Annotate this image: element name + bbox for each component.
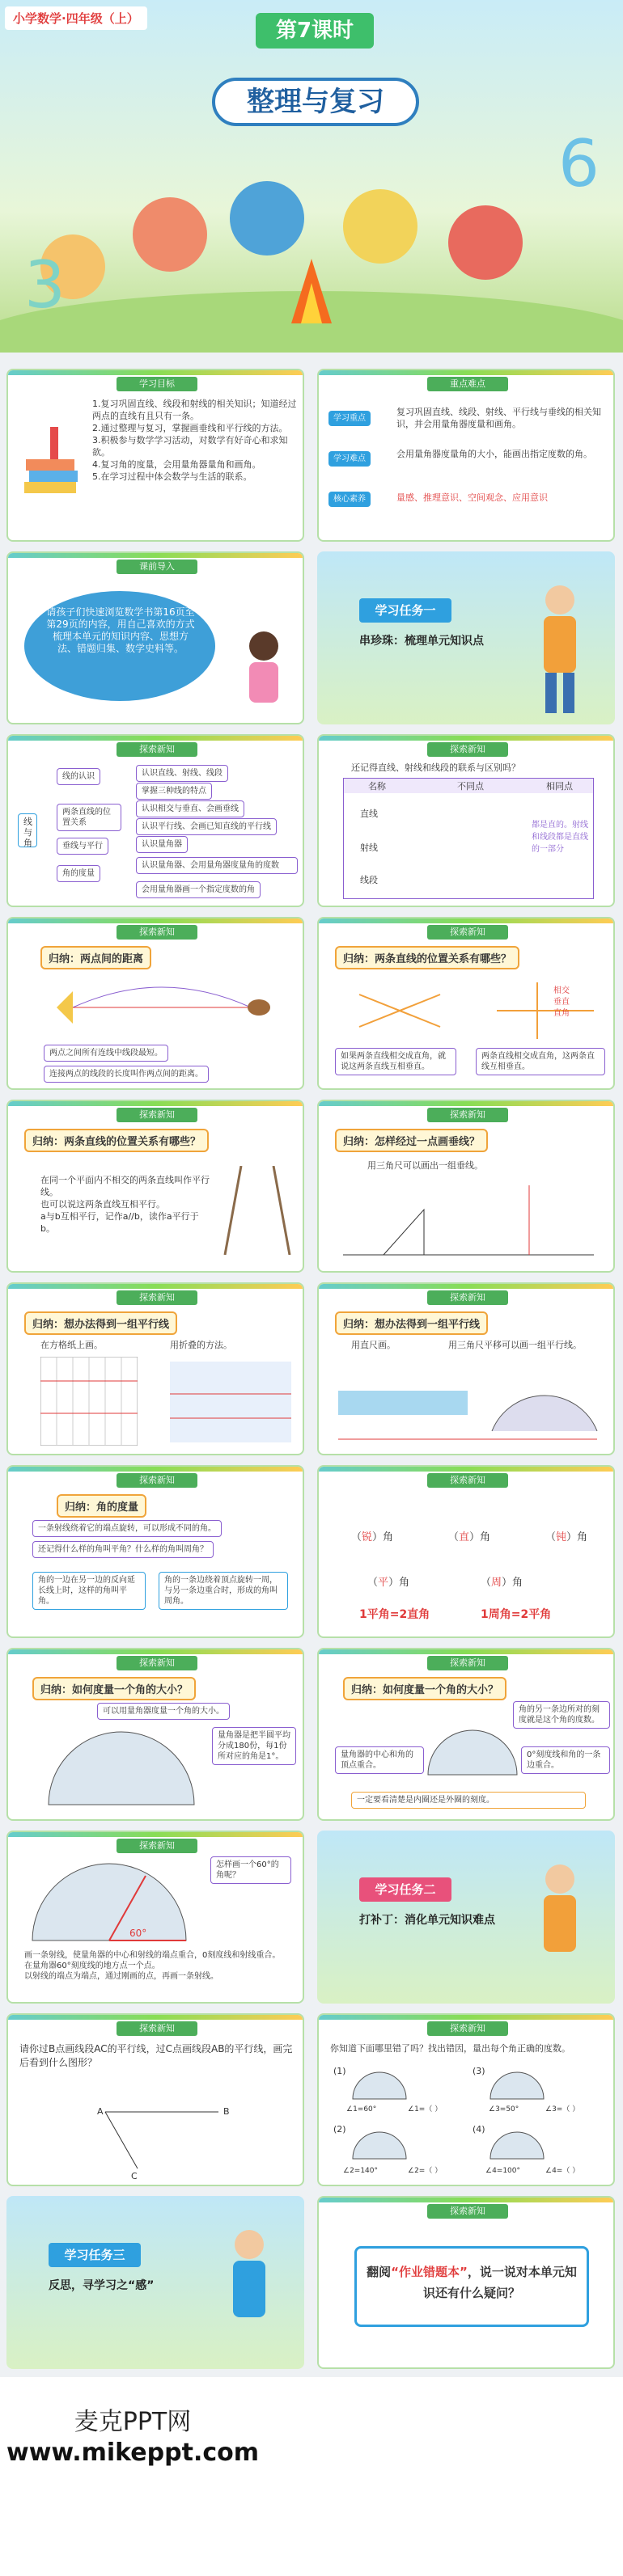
step-line: 在量角器60°刻度线的地方点一个点。 [24, 1962, 160, 1970]
task-text: 串珍珠：梳理单元知识点 [359, 635, 484, 648]
slide-distance [6, 917, 304, 1090]
table-header: 名称 [368, 781, 386, 792]
parallel-line: 也可以说这两条直线互相平行。 [40, 1199, 165, 1210]
label-perpendicular: 垂直 [553, 998, 570, 1007]
slide-draw-parallel-task [6, 2013, 304, 2186]
slide-title-banner: 归纳：如何度量一个角的大小？ [32, 1677, 196, 1700]
slide-header: 重点难点 [427, 377, 508, 391]
folded-paper [170, 1362, 291, 1442]
item-number: (4) [473, 2124, 485, 2135]
task-badge: 学习任务三 [49, 2243, 141, 2267]
point-label: C [131, 2171, 138, 2181]
slide-title-banner: 归纳：两点间的距离 [40, 946, 151, 969]
task-question: 请你过B点画线段AC的平行线，过C点画线段AB的平行线，画完后看到什么图形？ [19, 2043, 293, 2068]
slide-task-3 [6, 2196, 304, 2369]
slide-header: 探索新知 [117, 742, 197, 757]
speech-bubble: 怎样画一个60°的角呢？ [210, 1856, 291, 1884]
slide-measure-steps [317, 1648, 615, 1821]
cover-title: 整理与复习 [212, 78, 419, 126]
slide-parallel [6, 1100, 304, 1273]
note-box: 一条射线绕着它的端点旋转，可以形成不同的角。 [32, 1520, 222, 1537]
item-caption: ∠2=140° [343, 2167, 379, 2175]
key-label: 核心素养 [328, 492, 371, 507]
note-box: 0°刻度线和角的一条边重合。 [521, 1746, 610, 1774]
parallel-line: a与b互相平行，记作a//b，读作a平行于b。 [40, 1211, 199, 1234]
slide-title-banner: 归纳：两条直线的位置关系有哪些？ [335, 946, 519, 969]
method-option: 用折叠的方法。 [170, 1340, 232, 1350]
slide-header: 探索新知 [427, 925, 508, 940]
note-box: 角的一边在另一边的反向延长线上时，这样的角叫平角。 [32, 1572, 146, 1610]
key-label: 学习难点 [328, 451, 371, 467]
item-blank: ∠4=（ ） [545, 2167, 580, 2175]
table-cell: 射线 [360, 842, 378, 853]
angle-answer: 直 [459, 1531, 470, 1543]
slide-header: 探索新知 [117, 1839, 197, 1853]
parallel-line: 在同一个平面内不相交的两条直线叫作平行线。 [40, 1175, 210, 1197]
slide-reflection [317, 2196, 615, 2369]
hikers-illustration [511, 1855, 608, 2000]
key-text: 量感、推理意识、空间观念、应用意识 [396, 492, 548, 503]
slide-header: 探索新知 [427, 2021, 508, 2036]
slide-header: 探索新知 [117, 1656, 197, 1670]
point-label: A [97, 2106, 104, 2117]
angle-equation: 1平角=2直角 [359, 1608, 430, 1621]
note-box: 角的一条边绕着顶点旋转一周，与另一条边重合时，形成的角叫周角。 [159, 1572, 288, 1610]
table-header: 不同点 [457, 781, 484, 792]
reflection-highlight: “作业错题本” [391, 2265, 468, 2279]
mindmap-leaf: 认识相交与垂直、会画垂线 [136, 800, 244, 817]
item-blank: ∠2=（ ） [408, 2167, 443, 2175]
label-right-angle: 直角 [553, 1009, 570, 1018]
rail-illustration [217, 1166, 298, 1255]
slide-line-table [317, 734, 615, 907]
slide-header: 探索新知 [427, 2204, 508, 2219]
protractor-icon [424, 1722, 521, 1779]
slide-header: 探索新知 [117, 2021, 197, 2036]
task-badge: 学习任务二 [359, 1877, 451, 1902]
slide-key-points [317, 369, 615, 542]
angle-value: 60° [129, 1928, 147, 1939]
table-header: 相同点 [546, 781, 573, 792]
label-intersect: 相交 [553, 986, 570, 995]
reflection-pre: 翻阅 [367, 2265, 392, 2279]
table-question: 还记得直线、射线和线段的联系与区别吗？ [351, 762, 520, 773]
slide-header: 探索新知 [427, 742, 508, 757]
slide-title-banner: 归纳：角的度量 [57, 1494, 146, 1518]
protractor-icon [40, 1724, 202, 1813]
item-number: (3) [473, 2066, 485, 2076]
slide-find-errors [317, 2013, 615, 2186]
goal-line: 5.在学习过程中体会数学与生活的联系。 [92, 471, 252, 482]
note-box: 量角器是把半圆平均分成180份，每1份所对应的角是1°。 [212, 1727, 296, 1765]
protractor-icon [489, 2128, 545, 2160]
table-cell: 都是直的。射线和线段都是直线的一部分 [532, 821, 588, 854]
mindmap-leaf: 认识量角器 [136, 836, 188, 853]
goal-line: 1.复习巩固直线、线段和射线的相关知识；知道经过两点的直线有且只有一条。 [92, 399, 297, 421]
method-option: 用直尺画。 [351, 1340, 396, 1350]
angle-answer: 锐 [362, 1531, 373, 1543]
lesson-badge: 第7课时 [256, 13, 374, 49]
note-box: 量角器的中心和角的顶点重合。 [335, 1746, 424, 1774]
slide-header: 探索新知 [117, 1108, 197, 1122]
slide-header: 探索新知 [117, 1473, 197, 1488]
site-url: www.mikeppt.com [6, 2439, 259, 2467]
ruler-diagram [330, 1358, 605, 1447]
goal-line: 4.复习角的度量，会用量角器量角和画角。 [92, 459, 261, 470]
mindmap-branch: 垂线与平行 [57, 838, 108, 855]
protractor-60-diagram [24, 1852, 194, 1949]
mindmap-branch: 线的认识 [57, 768, 100, 785]
mindmap-root: 线与角 [18, 813, 37, 847]
method-option: 用三角尺平移可以画一组平行线。 [448, 1340, 582, 1350]
protractor-icon [489, 2068, 545, 2101]
key-text: 会用量角器度量角的大小，能画出指定度数的角。 [396, 449, 592, 459]
campfire-illustration [0, 0, 623, 353]
svg-text:3: 3 [24, 247, 66, 323]
task-badge: 学习任务一 [359, 598, 451, 623]
mindmap-leaf: 掌握三种线的特点 [136, 783, 212, 800]
grid-paper [40, 1357, 138, 1446]
slide-header: 探索新知 [117, 925, 197, 940]
slide-task-2 [317, 1831, 615, 2004]
hikers-illustration [511, 576, 608, 721]
angle-answer: 周 [491, 1577, 502, 1589]
slide-subtitle: 用三角尺可以画出一组垂线。 [367, 1160, 483, 1171]
item-caption: ∠3=50° [489, 2105, 519, 2114]
note-box: 两条直线相交成直角，这两条直线互相垂直。 [476, 1048, 605, 1075]
slide-draw-perpendicular [317, 1100, 615, 1273]
item-number: (1) [333, 2066, 346, 2076]
key-text: 复习巩固直线、线段、射线、平行线与垂线的相关知识，并会用量角器度量和画角。 [396, 407, 601, 429]
item-number: (2) [333, 2124, 346, 2135]
protractor-icon [351, 2068, 408, 2101]
goal-line: 2.通过整理与复习，掌握画垂线和平行线的方法。 [92, 423, 288, 433]
slide-task-1 [317, 551, 615, 724]
girl-illustration [231, 626, 296, 715]
item-blank: ∠1=（ ） [408, 2105, 443, 2114]
triangle-ruler-diagram [335, 1177, 602, 1266]
slide-intersect [317, 917, 615, 1090]
slide-title-banner: 归纳：想办法得到一组平行线 [24, 1311, 177, 1335]
mindmap-leaf: 认识平行线、会画已知直线的平行线 [136, 818, 277, 835]
grade-tag: 小学数学·四年级（上） [5, 6, 147, 30]
protractor-icon [351, 2128, 408, 2160]
reflection-post: ，说一说对本单元知识还有什么疑问？ [422, 2265, 577, 2300]
slide-title-banner: 归纳：如何度量一个角的大小？ [343, 1677, 506, 1700]
slide-header: 探索新知 [427, 1473, 508, 1488]
task-question: 你知道下面哪里错了吗？找出错因，量出每个角正确的度数。 [330, 2043, 570, 2054]
mindmap-leaf: 会用量角器画一个指定度数的角 [136, 881, 261, 898]
compare-table [343, 778, 594, 899]
note-box: 如果两条直线相交成直角，就说这两条直线互相垂直。 [335, 1048, 456, 1075]
slide-protractor [6, 1648, 304, 1821]
slide-header: 探索新知 [427, 1656, 508, 1670]
slide-parallel-ruler [317, 1282, 615, 1455]
slide-angle-types: 探索新知 （锐）角 （直）角 （钝）角 （平）角 （周）角 1平角=2直角 1周角=2平角 [317, 1465, 615, 1638]
key-label: 学习重点 [328, 411, 371, 426]
mindmap-leaf: 认识直线、射线、线段 [136, 765, 228, 782]
slide-intro [6, 551, 304, 724]
method-option: 在方格纸上画。 [40, 1340, 103, 1350]
intro-cloud-text: 请孩子们快速浏览数学书第16页至第29页的内容，用自己喜欢的方式梳理本单元的知识内容、思想方法、错题归集、数学史料等。 [46, 606, 195, 654]
note-box: 可以用量角器度量一个角的大小。 [97, 1703, 230, 1720]
note-box: 角的另一条边所对的刻度就是这个角的度数。 [513, 1701, 610, 1729]
table-cell: 线段 [360, 875, 378, 885]
slide-header: 探索新知 [427, 1108, 508, 1122]
step-line: 以射线的端点为端点，通过刚画的点，再画一条射线。 [24, 1972, 218, 1981]
point-label: B [223, 2106, 230, 2117]
path-diagram [40, 975, 283, 1040]
table-cell: 直线 [360, 809, 378, 819]
slide-header: 学习目标 [117, 377, 197, 391]
note-box: 还记得什么样的角叫平角？什么样的角叫周角？ [32, 1541, 214, 1558]
reflection-box [354, 2246, 589, 2327]
slide-title-banner: 归纳：想办法得到一组平行线 [335, 1311, 488, 1335]
task-text: 反思，寻学习之“感” [49, 2279, 155, 2292]
task-text: 打补丁：消化单元知识难点 [359, 1914, 495, 1927]
hikers-illustration [201, 2220, 298, 2366]
mindmap-branch: 角的度量 [57, 865, 100, 882]
mindmap-branch: 两条直线的位置关系 [57, 804, 121, 831]
watermark-footer [0, 2377, 623, 2576]
slide-parallel-methods [6, 1282, 304, 1455]
note-box: 两点之间所有连线中线段最短。 [44, 1045, 168, 1062]
books-illustration [18, 419, 91, 508]
slide-title-banner: 归纳：怎样经过一点画垂线？ [335, 1129, 488, 1152]
slide-header: 课前导入 [117, 560, 197, 574]
mindmap-leaf: 认识量角器、会用量角器度量角的度数 [136, 857, 298, 874]
cover-slide [0, 0, 623, 353]
site-name: 麦克PPT网 [74, 2408, 192, 2436]
step-line: 画一条射线，使量角器的中心和射线的端点重合，0刻度线和射线重合。 [24, 1951, 281, 1960]
goal-line: 3.积极参与数学学习活动，对数学有好奇心和求知欲。 [92, 435, 288, 458]
note-box: 连接两点的线段的长度叫作两点间的距离。 [44, 1066, 209, 1083]
item-caption: ∠1=60° [346, 2105, 377, 2114]
angle-equation: 1周角=2平角 [481, 1608, 552, 1621]
slide-draw-angle [6, 1831, 304, 2004]
item-blank: ∠3=（ ） [545, 2105, 580, 2114]
slide-angle-measure [6, 1465, 304, 1638]
slide-title-banner: 归纳：两条直线的位置关系有哪些？ [24, 1129, 209, 1152]
svg-text:6: 6 [558, 126, 600, 201]
slide-learning-goals [6, 369, 304, 542]
slide-header: 探索新知 [427, 1290, 508, 1305]
angle-answer: 平 [378, 1577, 389, 1589]
note-box: 一定要看清楚是内圈还是外圈的刻度。 [351, 1792, 586, 1809]
slide-header: 探索新知 [117, 1290, 197, 1305]
item-caption: ∠4=100° [485, 2167, 521, 2175]
slide-mindmap [6, 734, 304, 907]
angle-answer: 钝 [556, 1531, 567, 1543]
